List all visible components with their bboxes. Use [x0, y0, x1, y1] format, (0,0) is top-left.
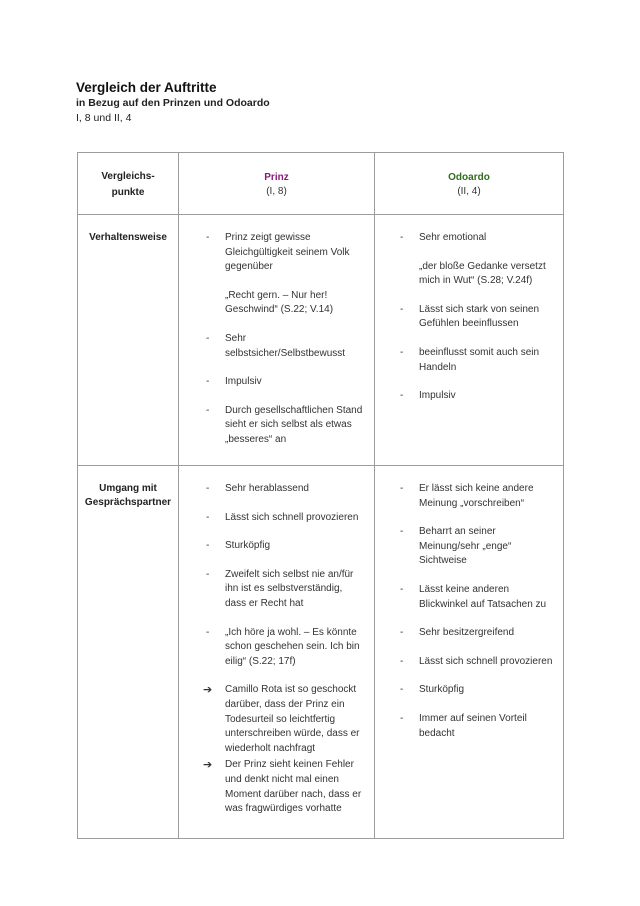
bullet: -: [400, 232, 404, 243]
item-text: Sehr emotional: [419, 232, 487, 243]
list-item: [419, 260, 555, 289]
bullet: -: [206, 540, 210, 552]
header-odoardo: [375, 153, 564, 215]
odoardo-cell: [375, 215, 564, 466]
bullet: -: [400, 627, 404, 639]
item-text: Prinz zeigt gewisse Gleichgültigkeit seinem Volk gegenüber: [225, 232, 350, 273]
comparison-table: [77, 152, 564, 839]
bullet: -: [400, 712, 404, 724]
row-label-cell: [78, 215, 179, 466]
header-col1-line1: Vergleichs-: [101, 171, 155, 182]
list-item: [206, 375, 364, 390]
odoardo-interaction-list: [375, 466, 563, 741]
list-item: [206, 511, 364, 526]
list-item: [400, 231, 555, 246]
bullet: -: [206, 568, 210, 580]
row-label-line1: Verhaltensweise: [89, 232, 167, 243]
list-item: [206, 539, 364, 554]
list-item: [400, 712, 555, 741]
row-label-line1: Umgang mit: [99, 483, 157, 494]
page-title: Vergleich der Auftritte: [76, 80, 217, 95]
bullet: -: [400, 303, 404, 315]
item-text: „Ich höre ja wohl. – Es könnte schon geschehen sein. Ich bin eilig“ (S.22; 17f): [225, 626, 360, 667]
item-text: Lässt sich schnell provozieren: [419, 655, 553, 667]
item-text: beeinflusst somit auch sein Handeln: [419, 346, 540, 373]
list-item: [400, 583, 555, 612]
list-item: [400, 482, 555, 511]
header-prinz: [179, 153, 375, 215]
item-text: Lässt keine anderen Blickwinkel auf Tatsachen zu: [419, 583, 547, 610]
item-text: Beharrt an seiner Meinung/sehr „enge“ Sichtweise: [419, 526, 512, 567]
list-item: [206, 482, 364, 497]
item-text: Immer auf seinen Vorteil bedacht: [419, 712, 527, 739]
row-label: [78, 466, 178, 510]
item-text: Lässt sich schnell provozieren: [225, 511, 359, 523]
header-prinz-name: Prinz: [264, 172, 289, 183]
item-text: Der Prinz sieht keinen Fehler und denkt nicht mal einen Moment darüber nach, dass er was fragwürdiges vorhatte: [225, 759, 362, 815]
item-text: Sehr selbstsicher/Selbstbewusst: [225, 332, 346, 359]
list-item: [206, 231, 364, 275]
row-label: [78, 215, 178, 245]
bullet: -: [400, 526, 404, 538]
row-label-line2: Gesprächspartner: [84, 497, 172, 508]
item-text: Impulsiv: [419, 390, 456, 402]
list-item: [400, 389, 555, 404]
item-text: Impulsiv: [225, 376, 262, 388]
bullet: -: [400, 390, 404, 402]
prinz-behavior-list: [179, 215, 374, 448]
row-label-cell: [78, 466, 179, 839]
item-text: Sehr besitzergreifend: [419, 627, 515, 639]
item-text: Lässt sich stark von seinen Gefühlen beeinflussen: [419, 303, 540, 330]
bullet: -: [206, 626, 210, 638]
item-text: Sturköpfig: [225, 540, 271, 552]
list-item: [206, 626, 364, 670]
bullet: -: [400, 655, 404, 667]
bullet: -: [206, 404, 210, 416]
table-row-umgang: [78, 466, 564, 839]
header-odoardo-scene: (II, 4): [457, 186, 481, 197]
bullet: -: [206, 483, 210, 494]
list-item: [206, 404, 364, 448]
header-odoardo-name: Odoardo: [448, 172, 490, 183]
item-text: Durch gesellschaftlichen Stand sieht er sich selbst als etwas „besseres“ an: [225, 404, 363, 445]
header-col1-line2: punkte: [111, 187, 145, 198]
table-row-verhaltensweise: [78, 215, 564, 466]
quote-text: „Recht gern. – Nur her! Geschwind“ (S.22; V.14): [225, 289, 334, 316]
scene-reference: I, 8 und II, 4: [76, 112, 132, 124]
prinz-cell: [179, 215, 375, 466]
header-comparison-points: [78, 153, 179, 215]
list-item: [400, 346, 555, 375]
bullet: -: [206, 376, 210, 388]
arrow-icon: ➔: [203, 684, 213, 697]
bullet: -: [400, 583, 404, 595]
list-item: [203, 683, 364, 756]
bullet: -: [400, 684, 404, 696]
page-subtitle: in Bezug auf den Prinzen und Odoardo: [76, 97, 270, 109]
arrow-icon: ➔: [203, 759, 213, 772]
bullet: -: [400, 346, 404, 358]
item-text: Sehr herablassend: [225, 483, 309, 494]
odoardo-behavior-list: [375, 215, 563, 404]
odoardo-cell: [375, 466, 564, 839]
item-text: Zweifelt sich selbst nie an/für ihn ist es selbstverständig, dass er Recht hat: [225, 568, 354, 609]
bullet: -: [206, 332, 210, 344]
prinz-interaction-list: [179, 466, 374, 817]
bullet: -: [206, 511, 210, 523]
list-item: [400, 303, 555, 332]
table-header-row: [78, 153, 564, 215]
list-item: [400, 525, 555, 569]
bullet: -: [206, 232, 210, 243]
list-item: [400, 683, 555, 698]
list-item: [400, 655, 555, 670]
item-text: Sturköpfig: [419, 684, 465, 696]
prinz-cell: [179, 466, 375, 839]
list-item: [203, 758, 364, 816]
list-item: [206, 332, 364, 361]
item-text: Camillo Rota ist so geschockt darüber, dass der Prinz ein Todesurteil so leichtfertig unterschreiben würde, dass er wiederholt nachfragt: [225, 684, 360, 754]
bullet: -: [400, 483, 404, 494]
header-prinz-scene: (I, 8): [266, 186, 287, 197]
list-item: [400, 626, 555, 641]
quote-text: „der bloße Gedanke versetzt mich in Wut“ (S.28; V.24f): [419, 260, 546, 287]
list-item: [225, 289, 364, 318]
list-item: [206, 568, 364, 612]
item-text: Er lässt sich keine andere Meinung „vorschreiben“: [419, 483, 534, 509]
